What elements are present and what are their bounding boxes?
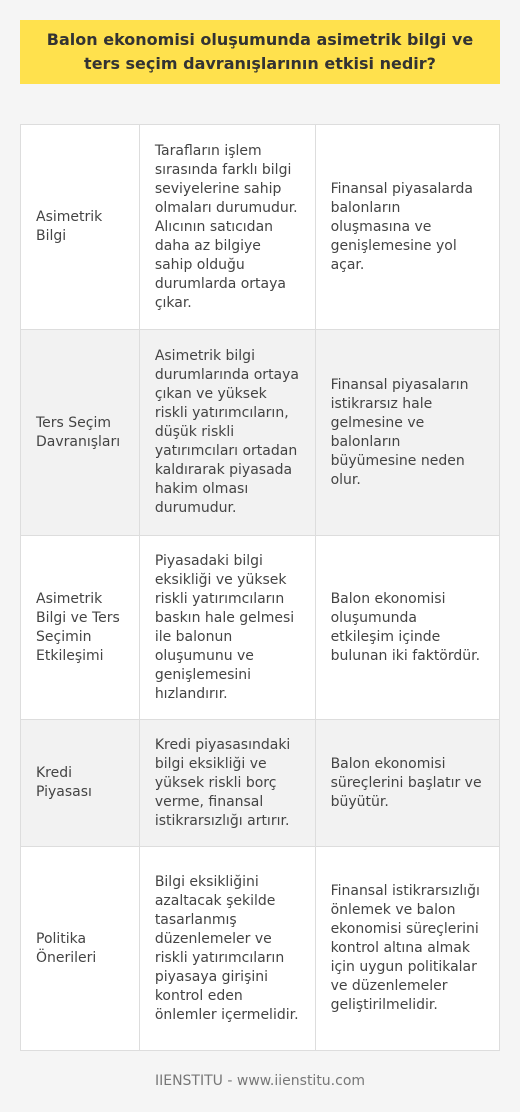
title-banner (20, 20, 500, 84)
row-term: Politika Önerileri (21, 847, 140, 1051)
row-description: Bilgi eksikliğini azaltacak şekilde tasarlanmış düzenlemeler ve riskli yatırımcıların piyasaya girişini kontrol eden önlemler içermelidir. (139, 847, 315, 1051)
row-effect: Finansal piyasaların istikrarsız hale gelmesine ve balonların büyümesine neden olur. (315, 330, 499, 536)
row-effect: Finansal istikrarsızlığı önlemek ve balon ekonomisi süreçlerini kontrol altına almak için uygun politikalar ve düzenlemeler geliştirilmelidir. (315, 847, 499, 1051)
row-effect: Balon ekonomisi süreçlerini başlatır ve büyütür. (315, 720, 499, 847)
row-term: Asimetrik Bilgi (21, 125, 140, 330)
row-term: Ters Seçim Davranışları (21, 330, 140, 536)
table-row (21, 720, 500, 847)
row-term: Asimetrik Bilgi ve Ters Seçimin Etkileşimi (21, 536, 140, 720)
row-term: Kredi Piyasası (21, 720, 140, 847)
row-description: Tarafların işlem sırasında farklı bilgi seviyelerine sahip olmaları durumudur. Alıcının satıcıdan daha az bilgiye sahip olduğu durumlarda ortaya çıkar. (139, 125, 315, 330)
table-row (21, 536, 500, 720)
row-description: Asimetrik bilgi durumlarında ortaya çıkan ve yüksek riskli yatırımcıların, düşük riskli yatırımcıları ortadan kaldırarak piyasada hakim olması durumudur. (139, 330, 315, 536)
table-row (21, 847, 500, 1051)
table-row (21, 330, 500, 536)
row-effect: Balon ekonomisi oluşumunda etkileşim içinde bulunan iki faktördür. (315, 536, 499, 720)
row-description: Piyasadaki bilgi eksikliği ve yüksek riskli yatırımcıların baskın hale gelmesi ile balonun oluşumunu ve genişlemesini hızlandırır. (139, 536, 315, 720)
info-table (20, 124, 500, 1051)
row-description: Kredi piyasasındaki bilgi eksikliği ve yüksek riskli borç verme, finansal istikrarsızlığı artırır. (139, 720, 315, 847)
table-row (21, 125, 500, 330)
row-effect: Finansal piyasalarda balonların oluşmasına ve genişlemesine yol açar. (315, 125, 499, 330)
page-title: Balon ekonomisi oluşumunda asimetrik bilgi ve ters seçim davranışlarının etkisi nedir? (46, 30, 474, 73)
footer-credit: IIENSTITU - www.iienstitu.com (154, 1073, 366, 1089)
